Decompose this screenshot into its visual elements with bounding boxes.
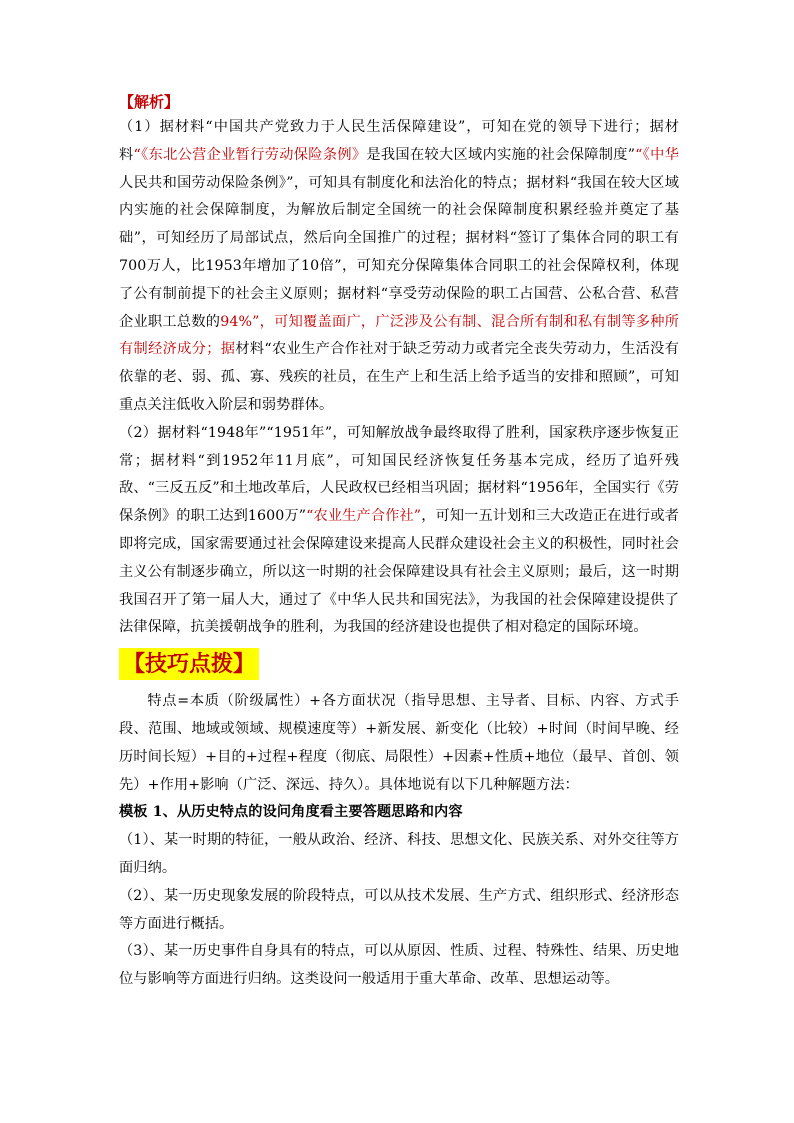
- p1-text-e: 人民共和国劳动保险条例》”，可知具有制度化和法治化的特点；据材料“我国在较大区域内实施的社会保障制度，为解放后制定全国统一的社会保障制度积累经验并奠定了基础”，可知经历了局部试点，然后向全国推广的过程；据材料“签订了集体合同的职工有700万人，比1953年增加了10倍”，可知充分保障集体合同职工的社会保障权利，体现了公有制前提下的社会主义原则；据材料“享受劳动保险的职工占国营、公私合营、私营企业职工总数的: [119, 174, 679, 330]
- p1-text-c: 是我国在较大区域内实施的社会保障制度”: [366, 146, 636, 163]
- tips-item-3: （3）、某一历史事件自身具有的特点，可以从原因、性质、过程、特殊性、结果、历史地位与影响等方面进行归纳。这类设问一般适用于重大革命、改革、思想运动等。: [119, 943, 679, 988]
- tips-item-1: （1）、某一时期的特征，一般从政治、经济、科技、思想文化、民族关系、对外交往等方面归纳。: [119, 832, 679, 876]
- p1-text-f-red: 94%”，可知覆盖面广，广泛涉及公有制、混合所有制和私有制等多种所有制经济成分；据: [119, 313, 680, 358]
- p2-text-c: ，可知一五计划和三大改造正在进行或者即将完成，国家需要通过社会保障建设来提高人民群众建设社会主义的积极性，同时社会主义公有制逐步确立，所以这一时期的社会保障建设具有社会主义原则；最后，这一时期我国召开了第一届人大，通过了《中华人民共和国宪法》，为我国的社会保障建设提供了法律保障，抗美援朝战争的胜利，为我国的经济建设也提供了相对稳定的国际环境。: [119, 508, 679, 636]
- p1-text-b-red: “《东北公营企业暂行劳动保险条例》: [133, 146, 367, 163]
- analysis-heading: 【解析】: [119, 93, 180, 111]
- p2-text-a: （2）据材料“1948年”“1951年”，可知解放战争最终取得了胜利，国家秩序逐步恢复正常；据材料“到1952年11月底”，可知国民经济恢复任务基本完成，经历了追歼残敌、“三反五反”和土地改革后，人民政权已经相当巩固；据材料“1956年，全国实行《劳保条例》的职工达到1600万”: [119, 424, 679, 525]
- tips-item-2: （2）、某一历史现象发展的阶段特点，可以从技术发展、生产方式、组织形式、经济形态等方面进行概括。: [119, 887, 679, 932]
- analysis-paragraph-2: [119, 420, 679, 642]
- analysis-paragraph-1: [119, 114, 679, 420]
- p1-text-g: 材料“农业生产合作社对于缺乏劳动力或者完全丧失劳动力，生活没有依靠的老、弱、孤、寡、残疾的社员，在生产上和生活上给予适当的安排和照顾”，可知重点关注低收入阶层和弱势群体。: [119, 341, 679, 413]
- tips-intro: 特点=本质（阶级属性）+各方面状况（指导思想、主导者、目标、内容、方式手段、范围、地域或领域、规模速度等）+新发展、新变化（比较）+时间（时间早晚、经历时间长短）+目的+过程+程度（彻底、局限性）+因素+性质+地位（最早、首创、领先）+作用+影响（广泛、深远、持久）。具体地说有以下几种解题方法：: [119, 693, 679, 793]
- template-title: 模板 1、从历史特点的设问角度看主要答题思路和内容: [119, 804, 463, 821]
- p1-text-a: （1）据材料“中国共产党致力于人民生活保障建设”，可知在党的领导下进行；据材料: [119, 119, 679, 163]
- tips-badge: 【技巧点拨】: [119, 648, 259, 680]
- p1-text-d-red: “《中华: [635, 146, 679, 163]
- document-page: [119, 90, 679, 994]
- p2-text-b-red: “农业生产合作社”: [306, 508, 422, 525]
